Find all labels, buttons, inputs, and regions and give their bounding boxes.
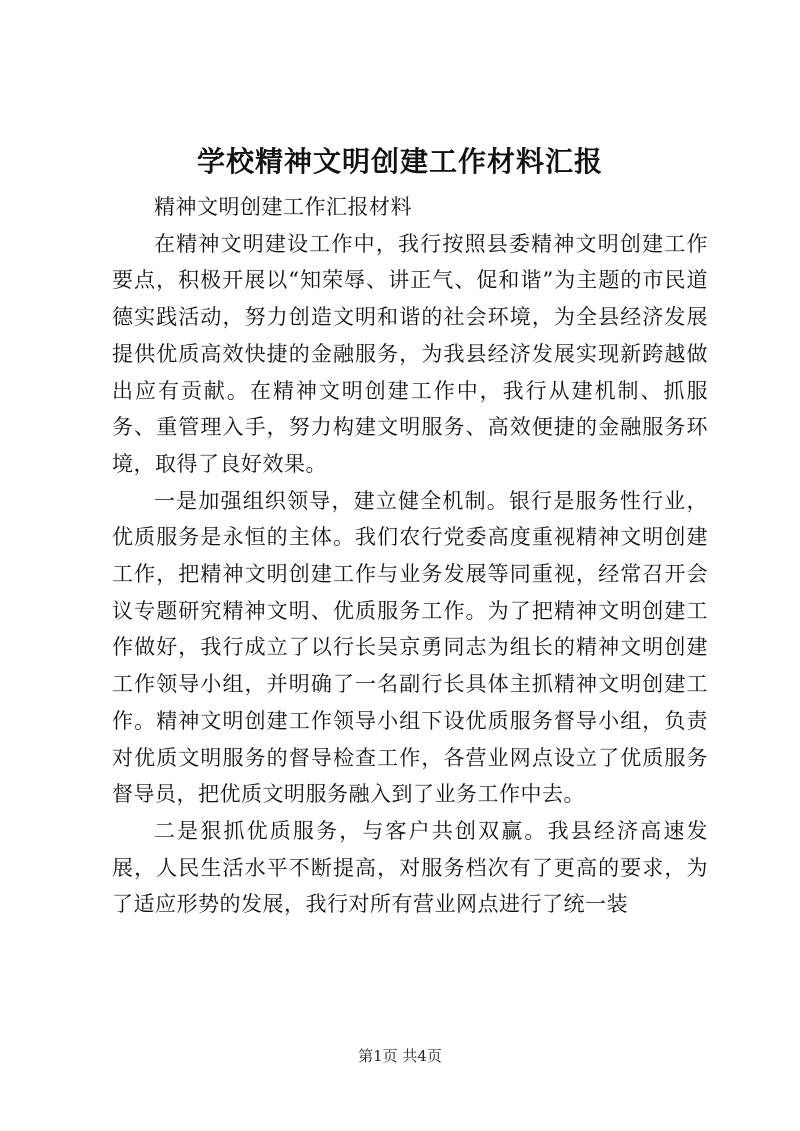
document-body: [112, 189, 708, 923]
paragraph-intro: 在精神文明建设工作中，我行按照县委精神文明创建工作要点，积极开展以“知荣辱、讲正气、促和谐”为主题的市民道德实践活动，努力创造文明和谐的社会环境，为全县经济发展提供优质高效快捷的金融服务，为我县经济发展实现新跨越做出应有贡献。在精神文明创建工作中，我行从建机制、抓服务、重管理入手，努力构建文明服务、高效便捷的金融服务环境，取得了良好效果。: [112, 231, 708, 476]
paragraph-service: 二是狠抓优质服务，与客户共创双赢。我县经济高速发展，人民生活水平不断提高，对服务档次有了更高的要求，为了适应形势的发展，我行对所有营业网点进行了统一装: [112, 818, 708, 917]
paragraph-organization: 一是加强组织领导，建立健全机制。银行是服务性行业，优质服务是永恒的主体。我们农行党委高度重视精神文明创建工作，把精神文明创建工作与业务发展等同重视，经常召开会议专题研究精神文明、优质服务工作。为了把精神文明创建工作做好，我行成立了以行长吴京勇同志为组长的精神文明创建工作领导小组，并明确了一名副行长具体主抓精神文明创建工作。精神文明创建工作领导小组下设优质服务督导小组，负责对优质文明服务的督导检查工作，各营业网点设立了优质服务督导员，把优质文明服务融入到了业务工作中去。: [112, 488, 708, 807]
document-title: 学校精神文明创建工作材料汇报: [196, 145, 603, 178]
page-footer: 第1页 共4页: [358, 1047, 442, 1065]
document-subtitle: 精神文明创建工作汇报材料: [154, 195, 412, 219]
